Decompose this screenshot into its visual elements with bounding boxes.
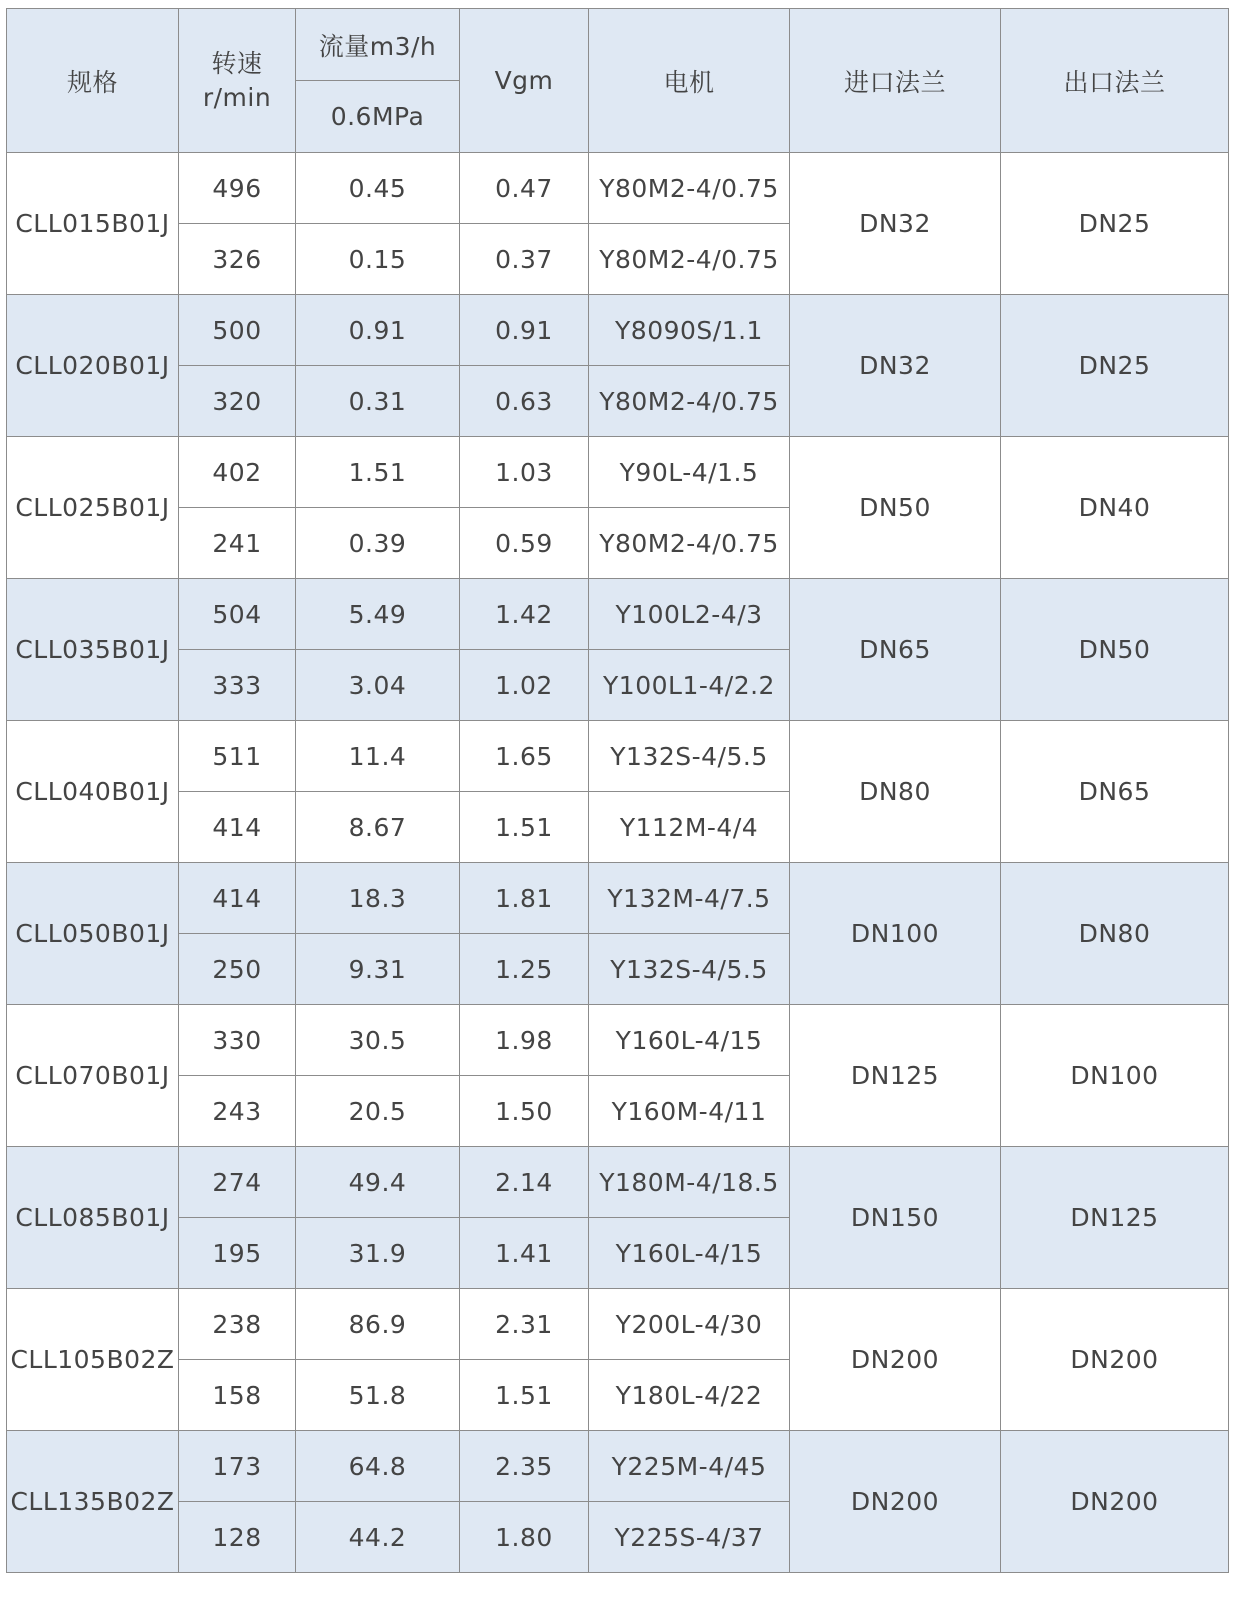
table-row <box>7 153 1229 224</box>
cell-motor: Y80M2-4/0.75 <box>589 153 790 224</box>
cell-flow: 1.51 <box>296 437 460 508</box>
cell-inlet-flange: DN200 <box>790 1289 1001 1431</box>
cell-flow: 49.4 <box>296 1147 460 1218</box>
cell-flow: 30.5 <box>296 1005 460 1076</box>
cell-motor: Y180M-4/18.5 <box>589 1147 790 1218</box>
cell-motor: Y112M-4/4 <box>589 792 790 863</box>
cell-flow: 8.67 <box>296 792 460 863</box>
cell-inlet-flange: DN65 <box>790 579 1001 721</box>
cell-speed: 158 <box>179 1360 296 1431</box>
cell-speed: 243 <box>179 1076 296 1147</box>
cell-model: CLL050B01J <box>7 863 179 1005</box>
cell-vgm: 0.59 <box>460 508 589 579</box>
cell-motor: Y90L-4/1.5 <box>589 437 790 508</box>
cell-speed: 238 <box>179 1289 296 1360</box>
header-speed-label: 转速 <box>211 48 263 78</box>
cell-inlet-flange: DN50 <box>790 437 1001 579</box>
cell-flow: 44.2 <box>296 1502 460 1573</box>
cell-motor: Y225S-4/37 <box>589 1502 790 1573</box>
pump-spec-table <box>6 8 1229 1573</box>
table-row <box>7 295 1229 366</box>
cell-motor: Y80M2-4/0.75 <box>589 366 790 437</box>
cell-flow: 5.49 <box>296 579 460 650</box>
cell-speed: 402 <box>179 437 296 508</box>
cell-vgm: 2.14 <box>460 1147 589 1218</box>
cell-speed: 414 <box>179 792 296 863</box>
cell-flow: 0.39 <box>296 508 460 579</box>
cell-vgm: 1.80 <box>460 1502 589 1573</box>
cell-speed: 511 <box>179 721 296 792</box>
cell-model: CLL025B01J <box>7 437 179 579</box>
cell-speed: 173 <box>179 1431 296 1502</box>
cell-vgm: 2.35 <box>460 1431 589 1502</box>
header-vgm: Vgm <box>460 9 589 153</box>
cell-vgm: 1.50 <box>460 1076 589 1147</box>
cell-speed: 504 <box>179 579 296 650</box>
cell-motor: Y100L1-4/2.2 <box>589 650 790 721</box>
table-row <box>7 1289 1229 1360</box>
table-row <box>7 721 1229 792</box>
header-outlet-flange: 出口法兰 <box>1001 9 1229 153</box>
cell-model: CLL135B02Z <box>7 1431 179 1573</box>
cell-motor: Y80M2-4/0.75 <box>589 508 790 579</box>
cell-speed: 326 <box>179 224 296 295</box>
cell-vgm: 1.03 <box>460 437 589 508</box>
cell-outlet-flange: DN200 <box>1001 1431 1229 1573</box>
cell-speed: 330 <box>179 1005 296 1076</box>
table-row <box>7 1005 1229 1076</box>
header-model: 规格 <box>7 9 179 153</box>
cell-vgm: 0.91 <box>460 295 589 366</box>
cell-speed: 333 <box>179 650 296 721</box>
cell-outlet-flange: DN25 <box>1001 295 1229 437</box>
cell-model: CLL085B01J <box>7 1147 179 1289</box>
cell-outlet-flange: DN25 <box>1001 153 1229 295</box>
cell-motor: Y225M-4/45 <box>589 1431 790 1502</box>
cell-vgm: 1.98 <box>460 1005 589 1076</box>
table-row <box>7 437 1229 508</box>
cell-inlet-flange: DN80 <box>790 721 1001 863</box>
cell-flow: 3.04 <box>296 650 460 721</box>
cell-flow: 18.3 <box>296 863 460 934</box>
cell-vgm: 1.42 <box>460 579 589 650</box>
cell-motor: Y200L-4/30 <box>589 1289 790 1360</box>
cell-outlet-flange: DN200 <box>1001 1289 1229 1431</box>
cell-flow: 51.8 <box>296 1360 460 1431</box>
cell-inlet-flange: DN32 <box>790 153 1001 295</box>
table-body <box>7 153 1229 1573</box>
cell-outlet-flange: DN80 <box>1001 863 1229 1005</box>
cell-flow: 64.8 <box>296 1431 460 1502</box>
header-speed <box>179 9 296 153</box>
cell-motor: Y160L-4/15 <box>589 1218 790 1289</box>
cell-vgm: 1.51 <box>460 1360 589 1431</box>
cell-motor: Y180L-4/22 <box>589 1360 790 1431</box>
cell-motor: Y8090S/1.1 <box>589 295 790 366</box>
header-flow-pressure: 0.6MPa <box>296 81 460 153</box>
cell-speed: 320 <box>179 366 296 437</box>
cell-model: CLL020B01J <box>7 295 179 437</box>
cell-vgm: 1.02 <box>460 650 589 721</box>
cell-inlet-flange: DN100 <box>790 863 1001 1005</box>
cell-motor: Y160M-4/11 <box>589 1076 790 1147</box>
cell-vgm: 1.41 <box>460 1218 589 1289</box>
table-header <box>7 9 1229 153</box>
cell-model: CLL105B02Z <box>7 1289 179 1431</box>
cell-outlet-flange: DN65 <box>1001 721 1229 863</box>
cell-inlet-flange: DN150 <box>790 1147 1001 1289</box>
cell-inlet-flange: DN200 <box>790 1431 1001 1573</box>
cell-flow: 20.5 <box>296 1076 460 1147</box>
table-row <box>7 1147 1229 1218</box>
cell-speed: 414 <box>179 863 296 934</box>
cell-speed: 250 <box>179 934 296 1005</box>
cell-flow: 11.4 <box>296 721 460 792</box>
cell-vgm: 1.25 <box>460 934 589 1005</box>
cell-vgm: 1.65 <box>460 721 589 792</box>
cell-flow: 9.31 <box>296 934 460 1005</box>
header-inlet-flange: 进口法兰 <box>790 9 1001 153</box>
cell-inlet-flange: DN32 <box>790 295 1001 437</box>
cell-speed: 195 <box>179 1218 296 1289</box>
cell-speed: 241 <box>179 508 296 579</box>
table-row <box>7 1431 1229 1502</box>
cell-motor: Y100L2-4/3 <box>589 579 790 650</box>
cell-outlet-flange: DN50 <box>1001 579 1229 721</box>
cell-outlet-flange: DN40 <box>1001 437 1229 579</box>
cell-model: CLL035B01J <box>7 579 179 721</box>
cell-outlet-flange: DN125 <box>1001 1147 1229 1289</box>
cell-flow: 86.9 <box>296 1289 460 1360</box>
cell-motor: Y132M-4/7.5 <box>589 863 790 934</box>
cell-model: CLL040B01J <box>7 721 179 863</box>
cell-flow: 0.31 <box>296 366 460 437</box>
cell-flow: 31.9 <box>296 1218 460 1289</box>
cell-speed: 500 <box>179 295 296 366</box>
cell-motor: Y132S-4/5.5 <box>589 934 790 1005</box>
cell-flow: 0.15 <box>296 224 460 295</box>
cell-model: CLL070B01J <box>7 1005 179 1147</box>
cell-flow: 0.45 <box>296 153 460 224</box>
cell-vgm: 1.81 <box>460 863 589 934</box>
cell-speed: 274 <box>179 1147 296 1218</box>
cell-motor: Y160L-4/15 <box>589 1005 790 1076</box>
table-row <box>7 863 1229 934</box>
cell-vgm: 0.47 <box>460 153 589 224</box>
cell-speed: 496 <box>179 153 296 224</box>
cell-outlet-flange: DN100 <box>1001 1005 1229 1147</box>
table-row <box>7 579 1229 650</box>
cell-vgm: 1.51 <box>460 792 589 863</box>
header-flow: 流量m3/h <box>296 9 460 81</box>
cell-inlet-flange: DN125 <box>790 1005 1001 1147</box>
header-motor: 电机 <box>589 9 790 153</box>
cell-vgm: 0.63 <box>460 366 589 437</box>
header-speed-unit: r/min <box>202 82 272 112</box>
cell-flow: 0.91 <box>296 295 460 366</box>
cell-vgm: 2.31 <box>460 1289 589 1360</box>
cell-speed: 128 <box>179 1502 296 1573</box>
cell-motor: Y80M2-4/0.75 <box>589 224 790 295</box>
cell-model: CLL015B01J <box>7 153 179 295</box>
cell-vgm: 0.37 <box>460 224 589 295</box>
cell-motor: Y132S-4/5.5 <box>589 721 790 792</box>
